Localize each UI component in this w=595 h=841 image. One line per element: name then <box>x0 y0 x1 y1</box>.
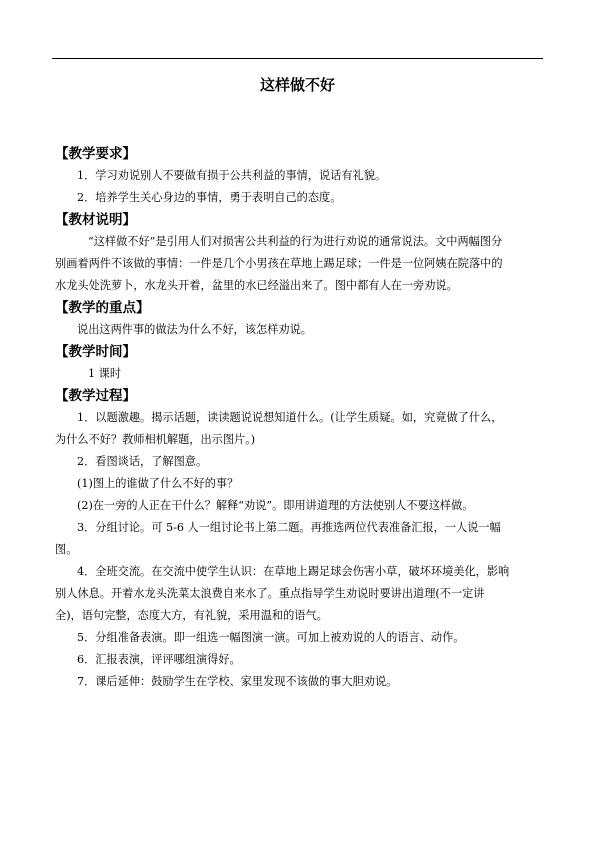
paragraph-line: 说出这两件事的做法为什么不好，该怎样劝说。 <box>77 323 312 336</box>
paragraph-line: 4．全班交流。在交流中使学生认识：在草地上踢足球会伤害小草，破坏环境美化，影响 <box>77 565 510 578</box>
paragraph-line: 别人休息。开着水龙头洗菜太浪费自来水了。重点指导学生劝说时要讲出道理(不一定讲 <box>55 587 485 600</box>
paragraph-line: 图。 <box>55 543 78 556</box>
paragraph-line: 2．看图谈话，了解图意。 <box>77 455 208 468</box>
paragraph-line: 别画着两件不该做的事情：一件是几个小男孩在草地上踢足球；一件是一位阿姨在院落中的 <box>55 257 503 270</box>
section-heading-material: 【教材说明】 <box>55 212 136 228</box>
paragraph-line: 1 课时 <box>88 367 122 380</box>
section-heading-process: 【教学过程】 <box>55 388 136 404</box>
section-heading-requirements: 【教学要求】 <box>55 146 136 162</box>
paragraph-line: 5．分组准备表演。即一组选一幅图演一演。可加上被劝说的人的语言、动作。 <box>77 631 465 644</box>
paragraph-line: 为什么不好？教师相机解题，出示图片。) <box>55 433 256 446</box>
paragraph-line: 3．分组讨论。可 5-6 人一组讨论书上第二题。再推选两位代表准备汇报，一人说一幅 <box>77 521 501 534</box>
paragraph-line: “这样做不好”是引用人们对损害公共利益的行为进行劝说的通常说法。文中两幅图分 <box>88 235 503 248</box>
document-body <box>55 143 545 693</box>
section-heading-focus: 【教学的重点】 <box>55 300 150 316</box>
paragraph-line: 1．以题激趣。揭示话题，读读题说说想知道什么。(让学生质疑。如，究竟做了什么， <box>77 411 503 424</box>
section-heading-time: 【教学时间】 <box>55 344 136 360</box>
paragraph-line: (1)图上的谁做了什么不好的事？ <box>77 477 239 490</box>
paragraph-line: 1．学习劝说别人不要做有损于公共利益的事情，说话有礼貌。 <box>77 169 387 182</box>
page-title: 这样做不好 <box>259 76 335 94</box>
paragraph-line: 水龙头处洗萝卜，水龙头开着，盆里的水已经溢出来了。图中都有人在一旁劝说。 <box>55 279 458 292</box>
paragraph-line: 7．课后延伸：鼓励学生在学校、家里发现不该做的事大胆劝说。 <box>77 675 398 688</box>
header-rule <box>52 58 543 59</box>
paragraph-line: 6．汇报表演，评评哪组演得好。 <box>77 653 241 666</box>
paragraph-line: (2)在一旁的人正在干什么？解释“劝说”。即用讲道理的方法使别人不要这样做。 <box>77 499 474 512</box>
paragraph-line: 2．培养学生关心身边的事情，勇于表明自己的态度。 <box>77 191 342 204</box>
paragraph-line: 全)，语句完整，态度大方，有礼貌，采用温和的语气。 <box>55 609 328 622</box>
